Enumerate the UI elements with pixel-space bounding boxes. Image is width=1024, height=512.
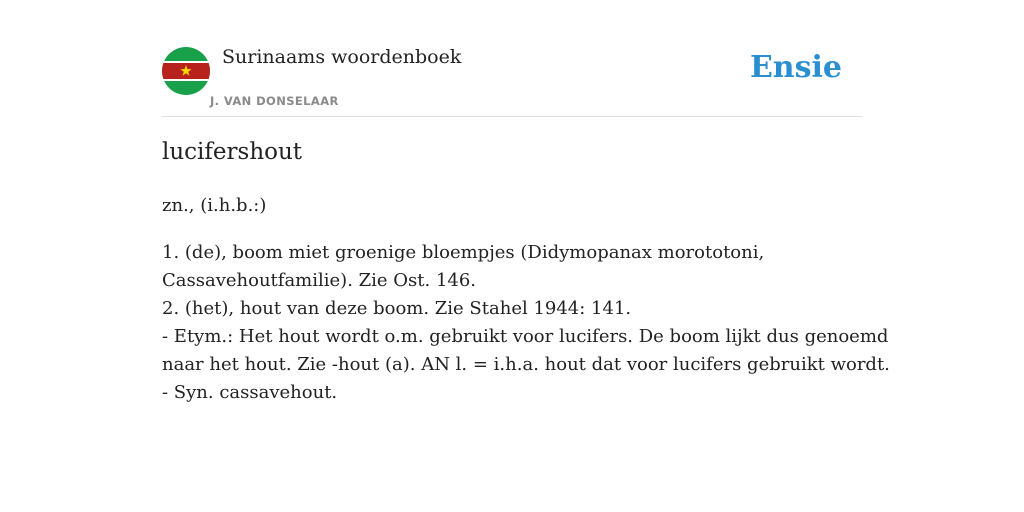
dictionary-header [162,44,862,117]
entry-headword: lucifershout [162,139,303,165]
dictionary-title[interactable]: Surinaams woordenboek [222,46,462,68]
definition-line: naar het hout. Zie -hout (a). AN l. = i.h.a. hout dat voor lucifers gebruikt wordt. [162,354,890,375]
definition-line: 1. (de), boom miet groenige bloempjes (Didymopanax morototoni, [162,242,765,263]
definition-line: - Etym.: Het hout wordt o.m. gebruikt voor lucifers. De boom lijkt dus genoemd [162,326,889,347]
definition-line: - Syn. cassavehout. [162,382,338,403]
brand-logo[interactable]: Ensie [749,50,842,85]
definition-line: 2. (het), hout van deze boom. Zie Stahel 1944: 141. [162,298,632,319]
entry-definition [162,239,890,407]
definition-line: Cassavehoutfamilie). Zie Ost. 146. [162,270,477,291]
entry-grammar: zn., (i.h.b.:) [162,195,267,216]
suriname-flag-icon[interactable] [162,47,210,95]
dictionary-author: J. VAN DONSELAAR [210,94,339,108]
